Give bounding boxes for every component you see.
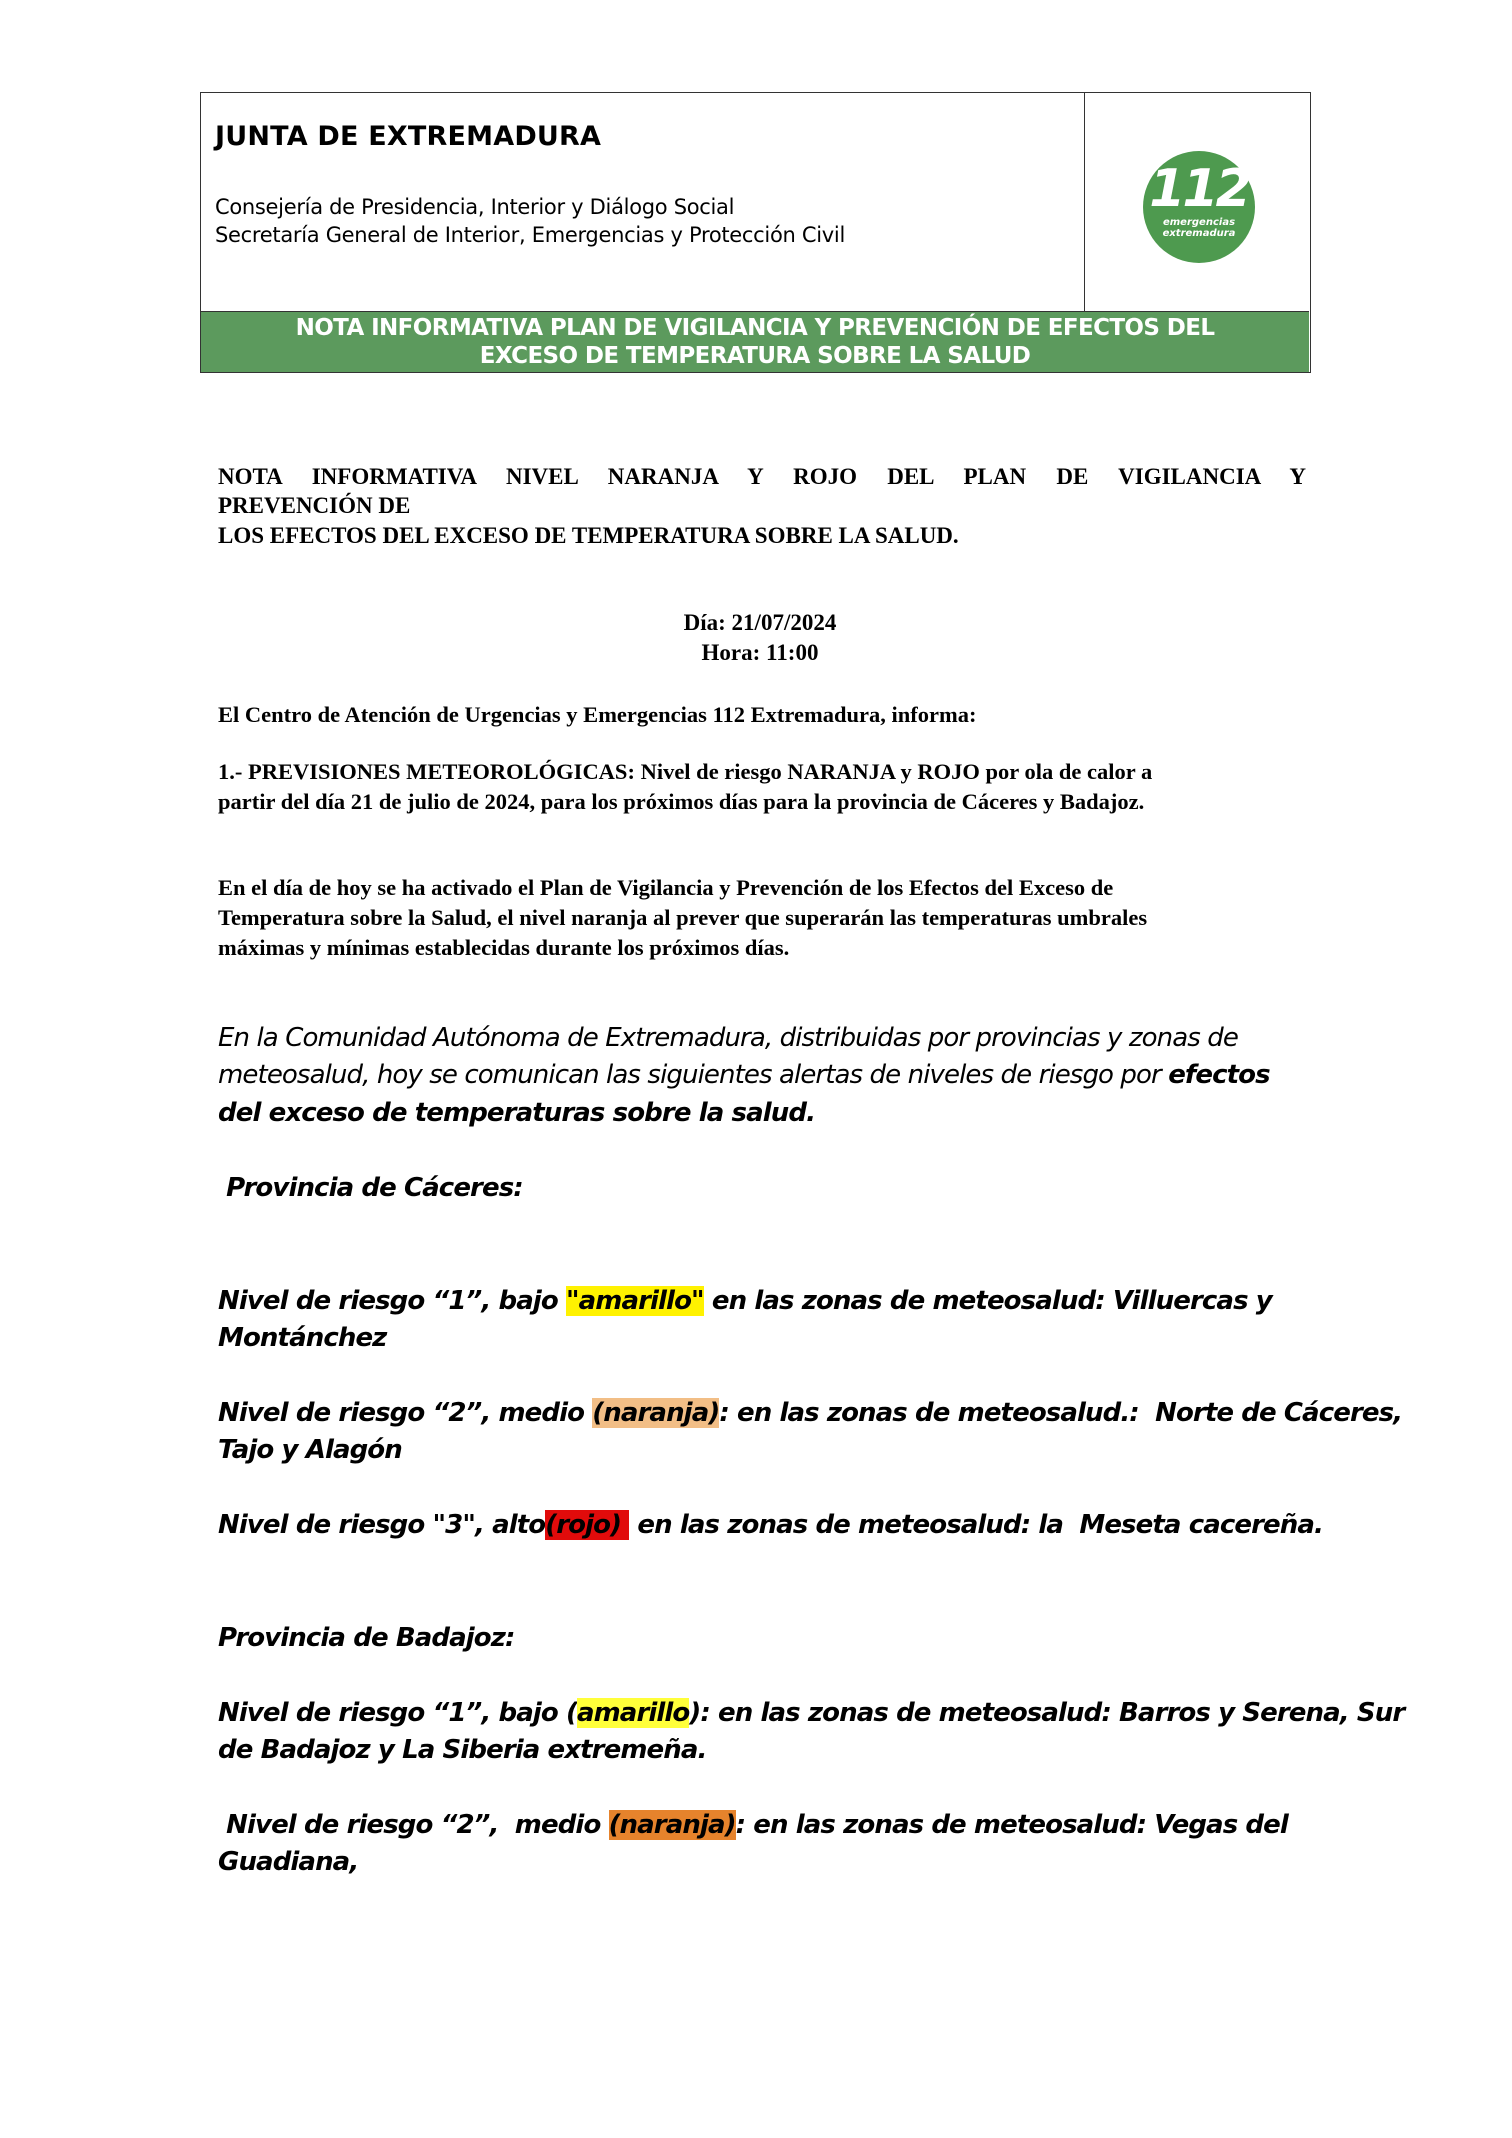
badajoz-riesgo-1-suffix: ): en las zonas de meteosalud: Barros y Serena, Sur <box>689 1698 1405 1728</box>
intro-line: El Centro de Atención de Urgencias y Emergencias 112 Extremadura, informa: <box>218 702 977 727</box>
hora-line: Hora: 11:00 <box>701 640 819 665</box>
header-banner <box>201 311 1309 372</box>
previsiones-line-2: partir del día 21 de julio de 2024, para los próximos días para la provincia de Cáceres y Badajoz. <box>218 789 1145 814</box>
badajoz-riesgo-1-highlight: amarillo <box>576 1698 690 1728</box>
activacion-line-3: máximas y mínimas establecidas durante los próximos días. <box>218 935 790 960</box>
dia-line: Día: 21/07/2024 <box>683 610 837 635</box>
badajoz-heading: Provincia de Badajoz: <box>218 1623 515 1653</box>
badajoz-riesgo-2-line-2: Guadiana, <box>218 1847 359 1877</box>
emergencias-112-logo <box>1143 151 1255 263</box>
banner-line-2: EXCESO DE TEMPERATURA SOBRE LA SALUD <box>479 343 1031 369</box>
comunidad-line-1: En la Comunidad Autónoma de Extremadura, distribuidas por provincias y zonas de <box>218 1023 1238 1053</box>
badajoz-riesgo-1-prefix: Nivel de riesgo “1”, bajo ( <box>218 1698 577 1728</box>
caceres-riesgo-2-line-1 <box>218 1395 1402 1432</box>
badajoz-riesgo-1-line-1 <box>218 1695 1404 1732</box>
logo-number: 112 <box>1149 159 1249 219</box>
logo-subtitle-1: emergencias <box>1162 217 1236 228</box>
caceres-riesgo-2-line-2: Tajo y Alagón <box>218 1435 402 1465</box>
nota-title-line-3: LOS EFECTOS DEL EXCESO DE TEMPERATURA SOBRE LA SALUD. <box>218 523 959 548</box>
caceres-riesgo-1-prefix: Nivel de riesgo “1”, bajo <box>218 1286 566 1316</box>
caceres-riesgo-3-highlight: (rojo) <box>545 1510 630 1540</box>
activacion-line-1: En el día de hoy se ha activado el Plan de Vigilancia y Prevención de los Efectos del Exceso de <box>218 875 1114 900</box>
caceres-riesgo-2-prefix: Nivel de riesgo “2”, medio <box>218 1398 593 1428</box>
caceres-riesgo-3-prefix: Nivel de riesgo "3", alto <box>218 1510 546 1540</box>
caceres-riesgo-3-line <box>218 1507 1323 1544</box>
comunidad-line-2 <box>218 1057 1270 1094</box>
badajoz-riesgo-2-prefix: Nivel de riesgo “2”, medio <box>218 1810 609 1840</box>
logo-cell <box>1085 93 1310 311</box>
caceres-heading: Provincia de Cáceres: <box>218 1173 523 1203</box>
badajoz-riesgo-2-highlight: (naranja) <box>608 1810 736 1840</box>
caceres-riesgo-1-line-1 <box>218 1283 1272 1320</box>
org-title: JUNTA DE EXTREMADURA <box>215 121 602 152</box>
nota-title-line-2: PREVENCIÓN DE <box>218 493 411 518</box>
badajoz-riesgo-2-line-1 <box>218 1807 1288 1844</box>
nota-title-line-1: NOTA INFORMATIVA NIVEL NARANJA Y ROJO DEL PLAN DE VIGILANCIA Y <box>218 464 1306 489</box>
header-box <box>200 92 1311 373</box>
comunidad-line-2-bold: efectos <box>1168 1060 1270 1090</box>
banner-line-1: NOTA INFORMATIVA PLAN DE VIGILANCIA Y PREVENCIÓN DE EFECTOS DEL <box>295 315 1215 341</box>
comunidad-line-2-text: meteosalud, hoy se comunican las siguientes alertas de niveles de riesgo por <box>218 1060 1169 1090</box>
logo-subtitle-2: extremadura <box>1162 228 1236 239</box>
header-org-cell <box>201 93 1085 311</box>
caceres-riesgo-1-line-2: Montánchez <box>218 1323 387 1353</box>
comunidad-line-3: del exceso de temperaturas sobre la salud. <box>218 1098 816 1128</box>
caceres-riesgo-3-suffix: en las zonas de meteosalud: la Meseta cacereña. <box>629 1510 1323 1540</box>
consejeria-line: Consejería de Presidencia, Interior y Diálogo Social <box>215 195 735 219</box>
caceres-riesgo-2-highlight: (naranja) <box>592 1398 720 1428</box>
badajoz-riesgo-1-line-2: de Badajoz y La Siberia extremeña. <box>218 1735 707 1765</box>
caceres-riesgo-1-highlight: "amarillo" <box>565 1286 704 1316</box>
badajoz-riesgo-2-suffix: : en las zonas de meteosalud: Vegas del <box>735 1810 1288 1840</box>
caceres-riesgo-2-suffix: : en las zonas de meteosalud.: Norte de Cáceres, <box>719 1398 1403 1428</box>
caceres-riesgo-1-suffix: en las zonas de meteosalud: Villuercas y <box>703 1286 1272 1316</box>
secretaria-line: Secretaría General de Interior, Emergencias y Protección Civil <box>215 223 845 247</box>
activacion-line-2: Temperatura sobre la Salud, el nivel naranja al prever que superarán las temperaturas umbrales <box>218 905 1148 930</box>
previsiones-line-1: 1.- PREVISIONES METEOROLÓGICAS: Nivel de riesgo NARANJA y ROJO por ola de calor a <box>218 759 1153 784</box>
